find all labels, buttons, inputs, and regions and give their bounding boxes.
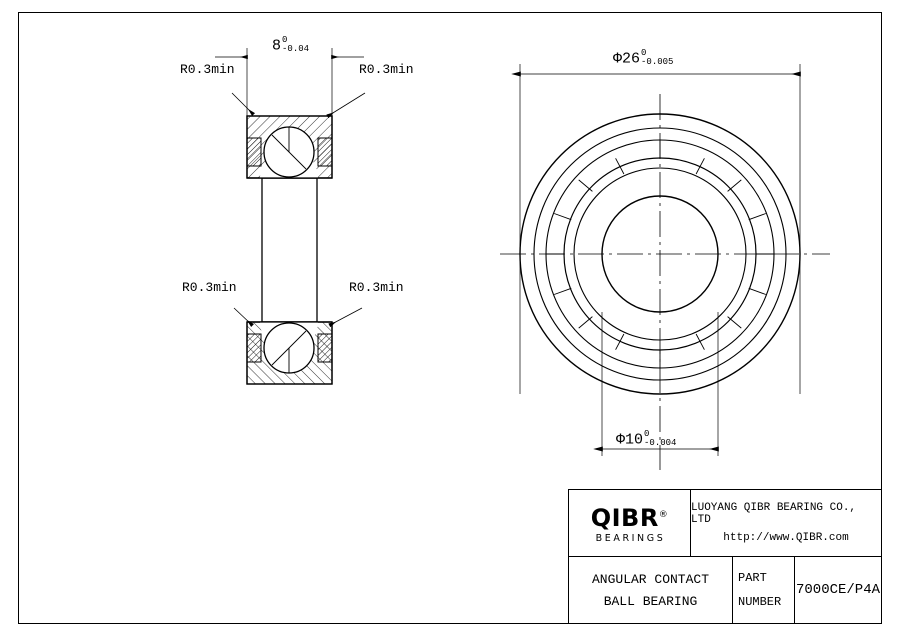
callout-r03min-bottom-left: R0.3min [182, 280, 237, 295]
logo-brand: QIBR [590, 504, 659, 532]
title-block-bottom-row [569, 557, 881, 623]
company-logo [569, 490, 691, 556]
company-website[interactable]: http://www.QIBR.com [723, 532, 849, 544]
dimension-bore-diameter-nominal: 10 [625, 431, 644, 449]
part-number-value: 7000CE/P4A [795, 582, 880, 598]
callout-r03min-top-left: R0.3min [180, 62, 235, 77]
dimension-bore-diameter-tolerance: 0 -0.004 [644, 429, 677, 449]
logo-tagline: BEARINGS [595, 533, 666, 544]
company-info [691, 490, 881, 556]
part-number-label [733, 557, 795, 623]
dimension-bore-diameter [616, 430, 676, 449]
dimension-width-nominal: 8 [272, 37, 282, 55]
callout-r03min-top-right: R0.3min [359, 62, 414, 77]
company-name: LUOYANG QIBR BEARING CO., LTD [691, 502, 857, 526]
logo-wordmark [591, 506, 669, 530]
dimension-width [272, 36, 309, 55]
title-block-top-row [569, 490, 881, 557]
product-description [569, 557, 733, 623]
part-number-label-line-1: PART [738, 571, 767, 585]
title-block [568, 489, 882, 624]
dimension-outer-diameter [613, 49, 673, 68]
dimension-outer-diameter-nominal: 26 [622, 50, 641, 68]
registered-trademark-icon: ® [658, 510, 669, 520]
dimension-bore-diameter-symbol: Φ [616, 431, 626, 449]
dimension-outer-diameter-symbol: Φ [613, 50, 623, 68]
product-description-line-2: BALL BEARING [603, 593, 698, 609]
product-description-line-1: ANGULAR CONTACT [591, 571, 710, 587]
part-number-label-line-2: NUMBER [738, 595, 782, 609]
callout-r03min-bottom-right: R0.3min [349, 280, 404, 295]
dimension-width-tolerance: 0 -0.04 [282, 35, 310, 55]
dimension-outer-diameter-tolerance: 0 -0.005 [641, 48, 674, 68]
